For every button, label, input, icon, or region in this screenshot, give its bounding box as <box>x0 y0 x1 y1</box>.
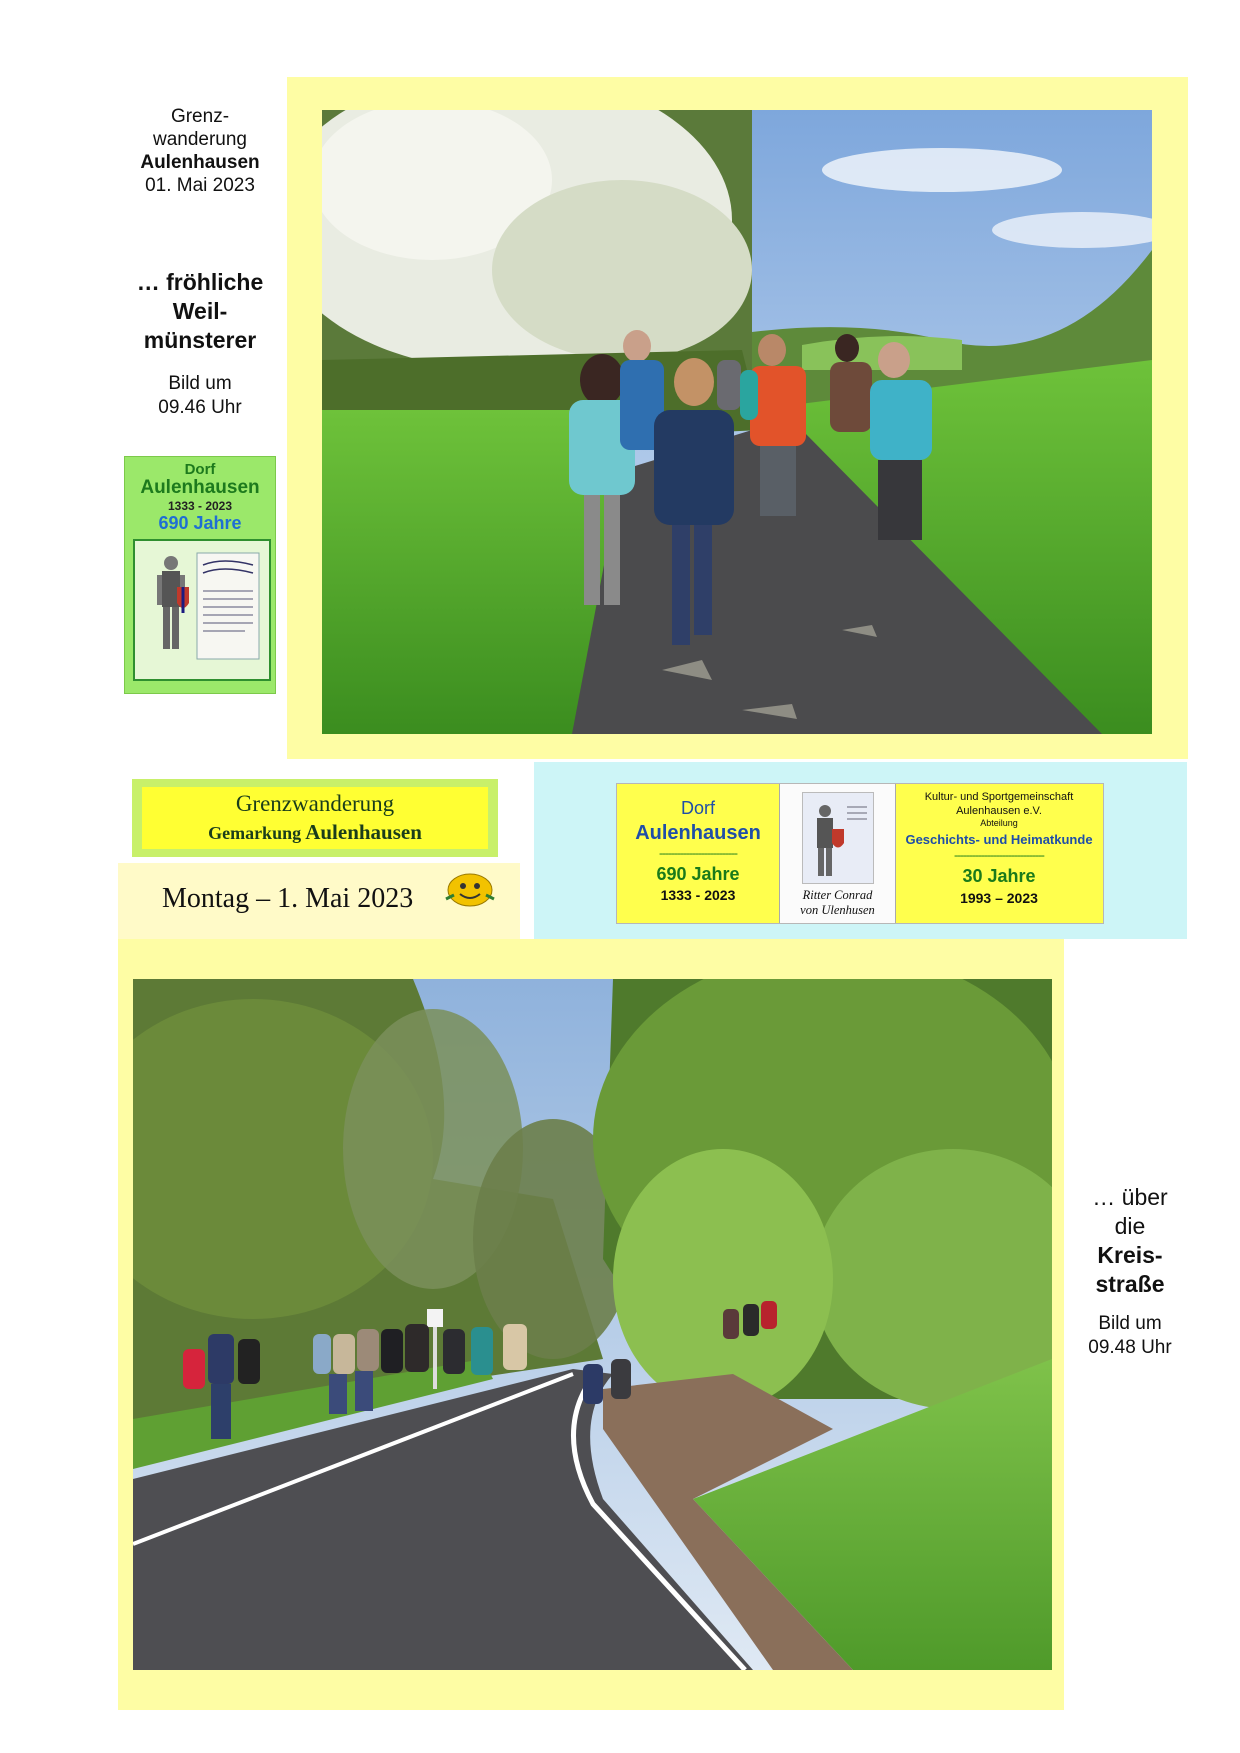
caption-line: Bild um <box>168 373 232 394</box>
banner-subtitle <box>142 819 488 846</box>
caption-top-time <box>110 372 290 420</box>
club-logo <box>616 783 1104 924</box>
poster-jahre: 690 Jahre <box>158 513 242 533</box>
caption-date: 01. Mai 2023 <box>145 175 255 196</box>
title-banner <box>132 779 498 857</box>
logo-ritter <box>780 888 895 918</box>
knight-icon <box>153 553 189 657</box>
poster-knight-image <box>133 539 271 681</box>
photo-frame-bottom <box>118 939 1064 1710</box>
logo-jahre-club: 30 Jahre <box>962 866 1036 886</box>
poster-years: 1333 - 2023 <box>167 499 233 513</box>
poster-dorf: Dorf <box>184 461 216 478</box>
logo-years-club: 1993 – 2023 <box>960 890 1038 906</box>
photo-frame-top <box>287 77 1188 759</box>
road-crossing-photo <box>133 979 1052 1670</box>
caption-line: 09.48 Uhr <box>1088 1337 1172 1358</box>
logo-abteilung-name: Geschichts- und Heimatkunde <box>905 832 1093 847</box>
logo-jahre: 690 Jahre <box>656 864 740 884</box>
banner-place: Aulenhausen <box>305 820 422 844</box>
caption-bold: straße <box>1095 1271 1165 1297</box>
knight-image <box>802 792 874 884</box>
poster-name: Aulenhausen <box>140 477 260 498</box>
hikers-path-image <box>322 110 1152 734</box>
logo-ritter-line: Ritter Conrad <box>802 888 873 902</box>
logo-village <box>617 784 779 923</box>
logo-knight <box>779 784 896 923</box>
caption-place: Aulenhausen <box>140 152 260 173</box>
anniversary-poster <box>124 456 276 694</box>
caption-bold: Kreis- <box>1097 1242 1163 1268</box>
logo-years: 1333 - 2023 <box>660 887 736 903</box>
logo-verein-line: Kultur- und Sportgemeinschaft <box>924 791 1074 803</box>
title-banner-inner <box>142 787 488 849</box>
caption-line <box>1070 1241 1190 1270</box>
caption-line: Weil- <box>172 298 228 324</box>
caption-bottom-title <box>1070 1183 1190 1299</box>
caption-line: 09.46 Uhr <box>158 397 242 418</box>
logo-verein <box>895 790 1103 818</box>
caption-line: Bild um <box>1098 1313 1162 1334</box>
banner-gemarkung: Gemarkung <box>208 823 302 843</box>
date-band <box>118 863 520 939</box>
hikers-path-photo <box>322 110 1152 734</box>
logo-club <box>895 784 1103 923</box>
scroll-icon <box>195 551 261 661</box>
caption-line: wanderung <box>152 129 248 150</box>
caption-line: die <box>1114 1213 1146 1239</box>
logo-dorf: Dorf <box>680 798 715 818</box>
caption-line <box>1070 1270 1190 1299</box>
logo-verein-line: Aulenhausen e.V. <box>956 805 1042 817</box>
logo-band <box>534 762 1187 939</box>
logo-abteilung: Abteilung <box>980 818 1018 828</box>
caption-line: … fröhliche <box>136 269 264 295</box>
banner-title: Grenzwanderung <box>235 791 395 816</box>
logo-ritter-line: von Ulenhusen <box>800 903 875 917</box>
caption-bottom-time <box>1070 1312 1190 1360</box>
logo-name: Aulenhausen <box>635 822 761 844</box>
caption-top-title <box>110 105 290 197</box>
logo-divider: -------------------------- <box>659 846 737 860</box>
caption-line: Grenz- <box>170 106 230 127</box>
smiley-icon <box>442 869 498 911</box>
caption-top-subtitle <box>110 268 290 355</box>
knight-icon <box>803 793 873 883</box>
caption-line: münsterer <box>143 327 257 353</box>
event-date: Montag – 1. Mai 2023 <box>162 883 414 914</box>
caption-line <box>110 151 290 174</box>
logo-divider: ------------------------------ <box>954 848 1044 862</box>
road-crossing-image <box>133 979 1052 1670</box>
caption-line: … über <box>1092 1184 1168 1210</box>
